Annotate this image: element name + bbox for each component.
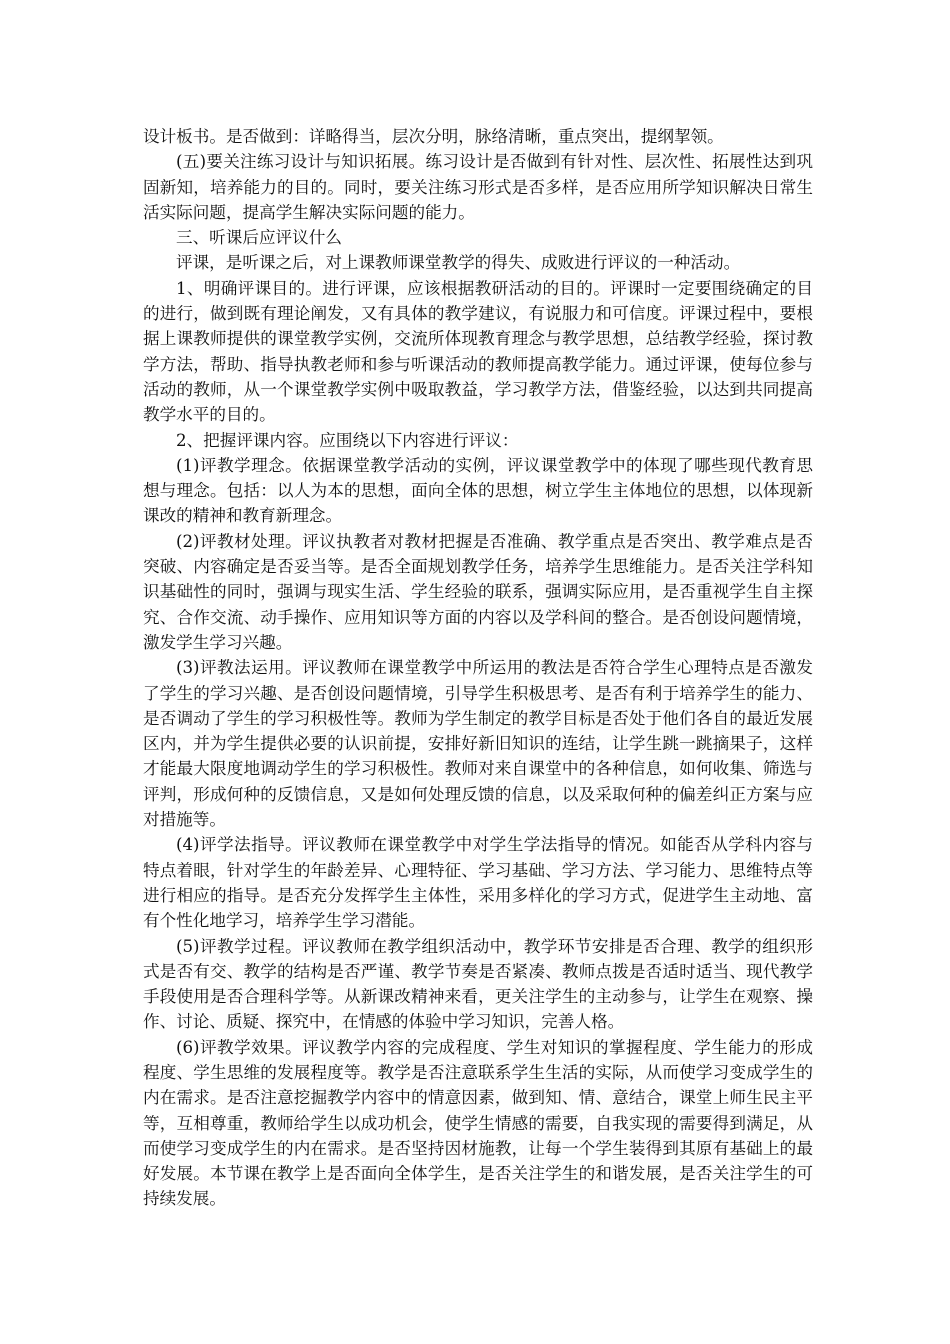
paragraph-continuation: 设计板书。是否做到：详略得当，层次分明，脉络清晰，重点突出，提纲挈领。 [143,127,724,146]
section-heading-post-lesson-review: 三、听课后应评议什么 [176,228,342,248]
paragraph-learning-guidance: (4)评学法指导。评议教师在课堂教学中对学生学法指导的情况。如能否从学科内容与特点着眼，针对学生的年龄差异、心理特征、学习基础、学习方法、学习能力、思维特点等进行相应的指导。是否充分发挥学生主体性，采用多样化的学习方式，促进学生主动地、富有个性化地学习，培养学生学习潜能。 [143,835,813,931]
paragraph-textbook-handling: (2)评教材处理。评议执教者对教材把握是否准确、教学重点是否突出、教学难点是否突破、内容确定是否妥当等。是否全面规划教学任务，培养学生思维能力。是否关注学科知识基础性的同时，强调与现实生活、学生经验的联系，强调实际应用，是否重视学生自主探究、合作交流、动手操作、应用知识等方面的内容以及学科间的整合。是否创设问题情境，激发学生学习兴趣。 [143,531,813,652]
paragraph-review-definition: 评课，是听课之后，对上课教师课堂教学的得失、成败进行评议的一种活动。 [176,253,741,273]
paragraph-teaching-method: (3)评教法运用。评议教师在课堂教学中所运用的教法是否符合学生心理特点是否激发了学生的学习兴趣、是否创设问题情境，引导学生积极思考、是否有利于培养学生的能力、是否调动了学生的学习积极性等。教师为学生制定的教学目标是否处于他们各自的最近发展区内，并为学生提供必要的认识前提，安排好新旧知识的连结，让学生跳一跳摘果子，这样才能最大限度地调动学生的学习积极性。教师对来自课堂中的各种信息，如何收集、筛选与评判，形成何种的反馈信息，又是如何处理反馈的信息，以及采取何种的偏差纠正方案与应对措施等。 [143,658,813,830]
paragraph-review-purpose: 1、明确评课目的。进行评课，应该根据教研活动的目的。评课时一定要围绕确定的目的进行，做到既有理论阐发，又有具体的教学建议，有说服力和可信度。评课过程中，要根据上课教师提供的课堂教学实例，交流所体现教育理念与教学思想，总结教学经验，探讨教学方法，帮助、指导执教老师和参与听课活动的教师提高教学能力。通过评课，使每位参与活动的教师，从一个课堂教学实例中吸取教益，学习教学方法，借鉴经验，以达到共同提高教学水平的目的。 [143,278,813,425]
document-body [143,124,813,1212]
paragraph-teaching-philosophy: (1)评教学理念。依据课堂教学活动的实例，评议课堂教学中的体现了哪些现代教育思想与理念。包括：以人为本的思想，面向全体的思想，树立学生主体地位的思想，以体现新课改的精神和教育新理念。 [143,455,813,526]
paragraph-teaching-process: (5)评教学过程。评议教师在教学组织活动中，教学环节安排是否合理、教学的组织形式是否有交、教学的结构是否严谨、教学节奏是否紧凑、教师点拨是否适时适当、现代教学手段使用是否合理科学等。从新课改精神来看，更关注学生的主动参与，让学生在观察、操作、讨论、质疑、探究中，在情感的体验中学习知识，完善人格。 [143,936,813,1032]
paragraph-teaching-effect: (6)评教学效果。评议教学内容的完成程度、学生对知识的掌握程度、学生能力的形成程度、学生思维的发展程度等。教学是否注意联系学生生活的实际，从而使学习变成学生的内在需求。是否注意挖掘教学内容中的情意因素，做到知、情、意结合，课堂上师生民主平等，互相尊重，教师给学生以成功机会，使学生情感的需要，自我实现的需要得到满足，从而使学习变成学生的内在需求。是否坚持因材施教，让每一个学生装得到其原有基础上的最好发展。本节课在教学上是否面向全体学生，是否关注学生的和谐发展，是否关注学生的可持续发展。 [143,1037,813,1209]
paragraph-review-content: 2、把握评课内容。应围绕以下内容进行评议： [176,430,519,450]
paragraph-practice-design: (五)要关注练习设计与知识拓展。练习设计是否做到有针对性、层次性、拓展性达到巩固新知，培养能力的目的。同时，要关注练习形式是否多样，是否应用所学知识解决日常生活实际问题，提高学生解决实际问题的能力。 [143,152,813,222]
